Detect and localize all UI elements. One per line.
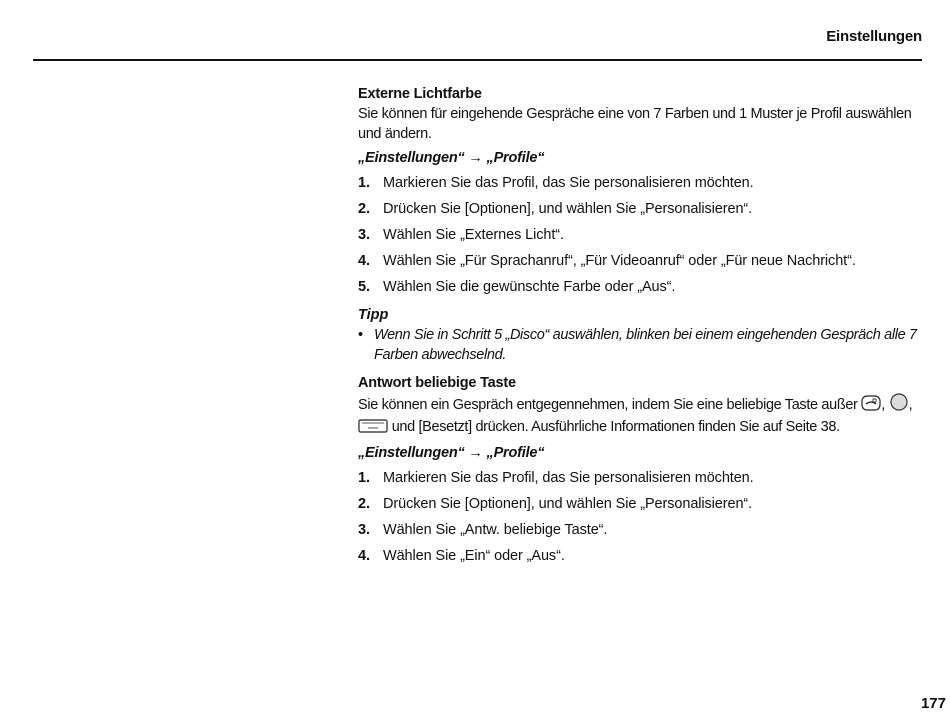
step-number: 5. [358, 279, 370, 295]
header-divider [33, 59, 922, 61]
steps-external-light [358, 170, 924, 300]
step-item [358, 465, 924, 491]
tip-item [358, 325, 924, 365]
section-title-external-light: Externe Lichtfarbe [358, 86, 482, 102]
step-text: Wählen Sie „Ein“ oder „Aus“. [383, 548, 565, 564]
intro-text-part1: Sie können ein Gespräch entgegennehmen, indem Sie eine beliebige Taste außer [358, 397, 858, 413]
step-number: 4. [358, 253, 370, 269]
step-item [358, 274, 924, 300]
step-text: Wählen Sie die gewünschte Farbe oder „Aus“. [383, 279, 676, 295]
menu-path-external-light: „Einstellungen“ → „Profile“ [358, 150, 545, 166]
step-item [358, 517, 924, 543]
step-number: 2. [358, 201, 370, 217]
step-number: 1. [358, 470, 370, 486]
section-title-any-key-answer: Antwort beliebige Taste [358, 375, 516, 391]
step-item [358, 248, 924, 274]
menu-path-any-key-answer: „Einstellungen“ → „Profile“ [358, 445, 545, 461]
section-intro-any-key-answer [358, 393, 924, 439]
step-item [358, 491, 924, 517]
step-text: Markieren Sie das Profil, das Sie personalisieren möchten. [383, 470, 754, 486]
bullet-icon: • [358, 327, 363, 343]
section-intro-external-light: Sie können für eingehende Gespräche eine von 7 Farben und 1 Muster je Profil auswählen und ändern. [358, 106, 912, 142]
tip-text: Wenn Sie in Schritt 5 „Disco“ auswählen, blinken bei einem eingehenden Gespräch alle 7 Farben abwechselnd. [374, 327, 917, 363]
step-number: 4. [358, 548, 370, 564]
page-number: 177 [920, 695, 946, 712]
tip-label: Tipp [358, 307, 389, 323]
section-spacer [358, 365, 924, 373]
step-item [358, 222, 924, 248]
soft-key-icon [358, 419, 388, 439]
main-content [358, 84, 924, 569]
step-item [358, 170, 924, 196]
step-text: Wählen Sie „Für Sprachanruf“, „Für Videoanruf“ oder „Für neue Nachricht“. [383, 253, 856, 269]
step-text: Drücken Sie [Optionen], und wählen Sie „Personalisieren“. [383, 201, 753, 217]
step-item [358, 543, 924, 569]
step-text: Wählen Sie „Antw. beliebige Taste“. [383, 522, 608, 538]
step-number: 3. [358, 522, 370, 538]
step-text: Markieren Sie das Profil, das Sie personalisieren möchten. [383, 175, 754, 191]
intro-text-part2: und [Besetzt] drücken. Ausführliche Informationen finden Sie auf Seite 38. [391, 419, 840, 435]
step-number: 2. [358, 496, 370, 512]
intro-separator: , [881, 397, 885, 413]
end-call-key-icon [861, 395, 881, 417]
step-item [358, 196, 924, 222]
page-header-title: Einstellungen [826, 28, 922, 45]
step-number: 3. [358, 227, 370, 243]
navigation-key-icon [889, 393, 909, 417]
steps-any-key-answer [358, 465, 924, 569]
step-number: 1. [358, 175, 370, 191]
step-text: Wählen Sie „Externes Licht“. [383, 227, 564, 243]
intro-separator: , [908, 397, 913, 413]
step-text: Drücken Sie [Optionen], und wählen Sie „Personalisieren“. [383, 496, 753, 512]
